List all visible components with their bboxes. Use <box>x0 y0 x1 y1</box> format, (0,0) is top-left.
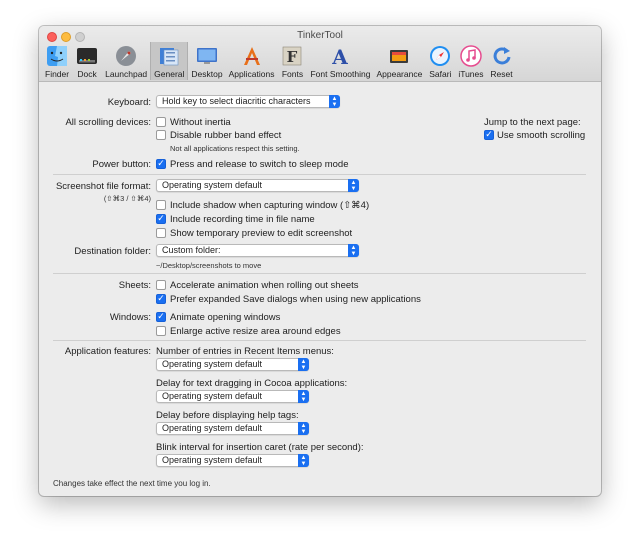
itunes-icon <box>459 44 483 68</box>
recent-items-popup[interactable] <box>156 358 309 371</box>
help-tags-popup[interactable] <box>156 422 309 435</box>
accelerate-sheets-checkbox[interactable] <box>156 280 166 290</box>
toolbar-item-reset[interactable]: Reset <box>487 42 517 80</box>
expanded-save-checkbox[interactable] <box>156 294 166 304</box>
caret-blink-popup[interactable] <box>156 454 309 467</box>
include-shadow-label: Include shadow when capturing window (⇧⌘4) <box>170 200 370 211</box>
popup-arrows-icon: ▲ ▼ <box>348 244 359 257</box>
temporary-preview-label: Show temporary preview to edit screenshot <box>170 228 353 239</box>
recording-time-label: Include recording time in file name <box>170 214 315 225</box>
caret-blink-label: Blink interval for insertion caret (rate per second): <box>156 442 364 453</box>
toolbar-item-appearance[interactable]: Appearance <box>373 42 425 80</box>
jump-next-page-label: Jump to the next page: <box>484 117 581 128</box>
screenshot-format-value: Operating system default <box>162 180 263 190</box>
popup-arrows-icon: ▲ ▼ <box>298 454 309 467</box>
temporary-preview-checkbox[interactable] <box>156 228 166 238</box>
power-press-release-label: Press and release to switch to sleep mode <box>170 159 349 170</box>
caret-blink-value: Operating system default <box>162 455 263 465</box>
enlarge-resize-label: Enlarge active resize area around edges <box>170 326 341 337</box>
sheets-label: Sheets: <box>118 280 151 291</box>
screenshot-format-label: Screenshot file format: <box>55 181 151 192</box>
svg-text:F: F <box>287 48 298 66</box>
toolbar-item-safari[interactable]: Safari <box>425 42 455 80</box>
toolbar <box>42 42 517 80</box>
screenshot-shortcut-label: (⇧⌘3 / ⇧⌘4) <box>103 194 151 203</box>
popup-arrows-icon: ▲ ▼ <box>298 422 309 435</box>
recording-time-checkbox[interactable] <box>156 214 166 224</box>
without-inertia-checkbox[interactable] <box>156 117 166 127</box>
smooth-scrolling-label: Use smooth scrolling <box>497 130 586 141</box>
separator <box>53 340 586 341</box>
toolbar-item-dock[interactable]: Dock <box>72 42 102 80</box>
window-title: TinkerTool <box>297 30 343 41</box>
without-inertia-label: Without inertia <box>170 117 231 128</box>
rubber-band-label: Disable rubber band effect <box>170 130 282 141</box>
destination-path: ~/Desktop/screenshots to move <box>156 261 262 270</box>
tinkertool-window <box>39 26 601 496</box>
animate-windows-checkbox[interactable] <box>156 312 166 322</box>
scrolling-note: Not all applications respect this setting. <box>170 144 300 153</box>
destination-folder-label: Destination folder: <box>74 246 151 257</box>
general-icon <box>157 44 181 68</box>
appearance-icon <box>387 44 411 68</box>
separator <box>53 174 586 175</box>
power-press-release-checkbox[interactable] <box>156 159 166 169</box>
fonts-icon <box>280 44 304 68</box>
recent-items-value: Operating system default <box>162 359 263 369</box>
rubber-band-checkbox[interactable] <box>156 130 166 140</box>
title-bar <box>39 26 601 82</box>
destination-folder-popup[interactable] <box>156 244 359 257</box>
help-tags-value: Operating system default <box>162 423 263 433</box>
applications-icon <box>240 44 264 68</box>
include-shadow-checkbox[interactable] <box>156 200 166 210</box>
toolbar-item-finder[interactable]: Finder <box>42 42 72 80</box>
windows-label: Windows: <box>109 312 151 323</box>
scrolling-label: All scrolling devices: <box>65 117 151 128</box>
keyboard-label: Keyboard: <box>107 97 151 108</box>
recent-items-label: Number of entries in Recent Items menus: <box>156 346 334 357</box>
popup-arrows-icon: ▲ ▼ <box>298 358 309 371</box>
separator <box>53 273 586 274</box>
dock-icon <box>75 44 99 68</box>
toolbar-item-fonts[interactable]: F Fonts <box>277 42 307 80</box>
destination-folder-value: Custom folder: <box>162 245 221 255</box>
enlarge-resize-checkbox[interactable] <box>156 326 166 336</box>
finder-icon <box>45 44 69 68</box>
toolbar-item-general[interactable]: General <box>150 42 188 80</box>
font-smoothing-icon <box>328 44 352 68</box>
toolbar-item-launchpad[interactable]: Launchpad <box>102 42 150 80</box>
toolbar-item-itunes[interactable]: iTunes <box>455 42 486 80</box>
reset-icon <box>490 44 514 68</box>
text-drag-value: Operating system default <box>162 391 263 401</box>
help-tags-label: Delay before displaying help tags: <box>156 410 299 421</box>
toolbar-item-font-smoothing[interactable]: A Font Smoothing <box>310 45 371 79</box>
svg-text:A: A <box>332 45 349 67</box>
text-drag-label: Delay for text dragging in Cocoa applications: <box>156 378 348 389</box>
screenshot-format-popup[interactable] <box>156 179 359 192</box>
keyboard-popup-value: Hold key to select diacritic characters <box>162 96 311 106</box>
safari-icon <box>428 44 452 68</box>
footer-note: Changes take effect the next time you log in. <box>53 479 211 488</box>
power-label: Power button: <box>92 159 151 170</box>
smooth-scrolling-checkbox[interactable] <box>484 130 494 140</box>
popup-arrows-icon: ▲ ▼ <box>348 179 359 192</box>
text-drag-popup[interactable] <box>156 390 309 403</box>
general-pane <box>39 82 601 496</box>
app-features-label: Application features: <box>64 346 151 357</box>
toolbar-item-desktop[interactable]: Desktop <box>188 42 225 80</box>
desktop-icon <box>195 44 219 68</box>
animate-windows-label: Animate opening windows <box>170 312 281 323</box>
expanded-save-label: Prefer expanded Save dialogs when using new applications <box>170 294 421 305</box>
keyboard-popup[interactable] <box>156 95 340 108</box>
accelerate-sheets-label: Accelerate animation when rolling out sheets <box>170 280 359 291</box>
toolbar-item-applications[interactable]: Applications <box>226 42 278 80</box>
launchpad-icon <box>114 44 138 68</box>
popup-arrows-icon: ▲ ▼ <box>298 390 309 403</box>
popup-arrows-icon: ▲ ▼ <box>329 95 340 108</box>
